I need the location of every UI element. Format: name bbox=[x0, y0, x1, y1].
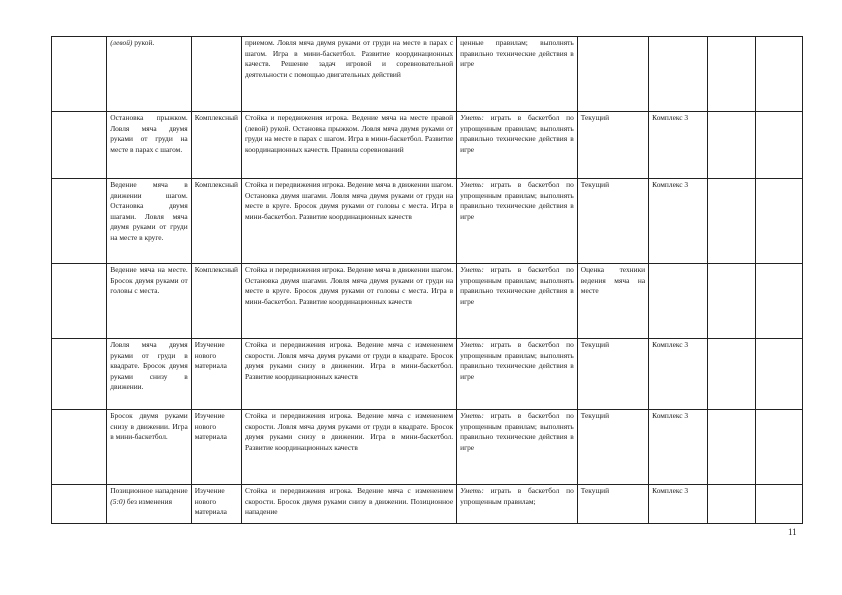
content-text: Стойка и передвижения игрока. Ведение мяча в движении шагом. Остановка двумя шагами. Ловля мяча двумя руками от груди на месте в круге. Бросок двумя руками от головы с места. Игра в мини-баскетбол. Развитие координационных качеств bbox=[244, 265, 454, 306]
requirements-text: играть в баскетбол по упрощенным правилам; выполнять правильно технические действия в игре bbox=[460, 265, 574, 306]
requirements-text: играть в баскетбол по упрощенным правилам; выполнять правильно технические действия в игре bbox=[460, 113, 574, 154]
cell-date-fact bbox=[755, 264, 802, 339]
cell-control bbox=[577, 339, 648, 410]
cell-date-fact bbox=[755, 37, 802, 112]
cell-date-plan bbox=[708, 410, 755, 485]
requirements-label: Уметь: bbox=[460, 113, 484, 122]
cell-date-fact bbox=[755, 410, 802, 485]
cell-control bbox=[577, 410, 648, 485]
cell-content bbox=[241, 112, 456, 179]
cell-number bbox=[52, 264, 107, 339]
topic-text: Остановка прыжком. Ловля мяча двумя руками от груди на месте в парах с шагом. bbox=[110, 113, 188, 154]
cell-topic bbox=[107, 37, 191, 112]
cell-control bbox=[577, 37, 648, 112]
control-text: Оценка техники ведения мяча на месте bbox=[580, 265, 646, 296]
lesson-type-text: Изучение нового материала bbox=[194, 411, 227, 442]
cell-date-fact bbox=[755, 112, 802, 179]
table-row bbox=[52, 112, 803, 179]
cell-content bbox=[241, 339, 456, 410]
topic-text: Бросок двумя руками снизу в движении. Игра в мини-баскетбол. bbox=[110, 411, 188, 442]
cell-requirements bbox=[457, 410, 578, 485]
cell-requirements bbox=[457, 179, 578, 264]
cell-requirements bbox=[457, 339, 578, 410]
homework-text: Комплекс 3 bbox=[652, 113, 689, 122]
cell-number bbox=[52, 112, 107, 179]
cell-topic bbox=[107, 112, 191, 179]
topic-text-end: рукой. bbox=[132, 38, 155, 47]
lesson-plan-table bbox=[51, 36, 803, 524]
cell-number bbox=[52, 339, 107, 410]
table-row bbox=[52, 37, 803, 112]
table-row bbox=[52, 264, 803, 339]
control-text: Текущий bbox=[580, 113, 610, 122]
cell-homework bbox=[649, 37, 708, 112]
cell-control bbox=[577, 485, 648, 524]
cell-requirements bbox=[457, 112, 578, 179]
table-row bbox=[52, 339, 803, 410]
control-text: Текущий bbox=[580, 411, 610, 420]
lesson-plan-body bbox=[52, 37, 803, 524]
control-text: Текущий bbox=[580, 180, 610, 189]
homework-text: Комплекс 3 bbox=[652, 340, 689, 349]
requirements-text: играть в баскетбол по упрощенным правилам; выполнять правильно технические действия в игре bbox=[460, 180, 574, 221]
cell-date-plan bbox=[708, 339, 755, 410]
cell-homework bbox=[649, 339, 708, 410]
cell-control bbox=[577, 264, 648, 339]
cell-homework bbox=[649, 485, 708, 524]
cell-homework bbox=[649, 264, 708, 339]
cell-content bbox=[241, 264, 456, 339]
cell-lesson-type bbox=[191, 485, 241, 524]
cell-date-fact bbox=[755, 339, 802, 410]
cell-lesson-type bbox=[191, 37, 241, 112]
cell-requirements bbox=[457, 264, 578, 339]
cell-topic bbox=[107, 179, 191, 264]
requirements-label: Уметь: bbox=[460, 411, 484, 420]
requirements-label: Уметь: bbox=[460, 486, 484, 495]
cell-content bbox=[241, 179, 456, 264]
cell-topic bbox=[107, 339, 191, 410]
cell-lesson-type bbox=[191, 179, 241, 264]
cell-control bbox=[577, 112, 648, 179]
cell-lesson-type bbox=[191, 112, 241, 179]
content-text: Стойка и передвижения игрока. Ведение мяча с изменением скорости. Ловля мяча двумя руками от груди в квадрате. Бросок двумя руками снизу в движении. Игра в мини-баскетбол. Развитие координационных качеств bbox=[244, 411, 454, 452]
cell-topic bbox=[107, 264, 191, 339]
table-row bbox=[52, 410, 803, 485]
cell-content bbox=[241, 410, 456, 485]
cell-date-plan bbox=[708, 112, 755, 179]
table-row bbox=[52, 179, 803, 264]
control-text: Текущий bbox=[580, 340, 610, 349]
content-text: приемом. Ловля мяча двумя руками от груди на месте в парах с шагом. Игра в мини-баскетбол. Развитие координационных качеств. Решение задач игровой и соревновательной деятельности с помощью двигательных действий bbox=[244, 38, 454, 79]
cell-lesson-type bbox=[191, 264, 241, 339]
homework-text: Комплекс 3 bbox=[652, 411, 689, 420]
content-text: Стойка и передвижения игрока. Ведение мяча с изменением скорости. Бросок двумя руками снизу в движении. Позиционное нападение bbox=[244, 486, 454, 517]
requirements-label: Уметь: bbox=[460, 180, 484, 189]
topic-italic-text: (5:0) bbox=[110, 496, 126, 506]
cell-control bbox=[577, 179, 648, 264]
topic-text-end: без изменения bbox=[125, 496, 172, 506]
topic-text: Ведение мяча на месте. Бросок двумя руками от головы с места. bbox=[110, 265, 188, 296]
cell-lesson-type bbox=[191, 410, 241, 485]
cell-homework bbox=[649, 112, 708, 179]
homework-text: Комплекс 3 bbox=[652, 180, 689, 189]
requirements-text: ценные правилам; выполнять правильно технические действия в игре bbox=[460, 38, 574, 69]
content-text: Стойка и передвижения игрока. Ведение мяча в движении шагом. Остановка двумя шагами. Ловля мяча двумя руками от груди на месте в круге. Бросок двумя руками от головы с места. Игра в мини-баскетбол. Развитие координационных качеств bbox=[244, 180, 454, 221]
page-number: 11 bbox=[788, 527, 797, 537]
cell-date-plan bbox=[708, 179, 755, 264]
requirements-text: играть в баскетбол по упрощенным правилам; bbox=[460, 486, 574, 506]
cell-date-plan bbox=[708, 485, 755, 524]
cell-lesson-type bbox=[191, 339, 241, 410]
cell-homework bbox=[649, 410, 708, 485]
content-text: Стойка и передвижения игрока. Ведение мяча с изменением скорости. Ловля мяча двумя руками от груди в квадрате. Бросок двумя руками снизу в движении. Игра в мини-баскетбол. Развитие координационных качеств bbox=[244, 340, 454, 381]
cell-requirements bbox=[457, 485, 578, 524]
cell-date-plan bbox=[708, 37, 755, 112]
requirements-text: играть в баскетбол по упрощенным правилам; выполнять правильно технические действия в игре bbox=[460, 411, 574, 452]
lesson-type-text: Комплексный bbox=[194, 113, 238, 122]
cell-number bbox=[52, 179, 107, 264]
topic-text: Ловля мяча двумя руками от груди в квадрате. Бросок двумя руками снизу в движении. bbox=[110, 340, 188, 392]
requirements-text: играть в баскетбол по упрощенным правилам; выполнять правильно технические действия в игре bbox=[460, 340, 574, 381]
cell-date-plan bbox=[708, 264, 755, 339]
lesson-type-text: Комплексный bbox=[194, 180, 238, 189]
lesson-type-text: Изучение нового материала bbox=[194, 486, 227, 517]
cell-date-fact bbox=[755, 179, 802, 264]
homework-text: Комплекс 3 bbox=[652, 486, 689, 495]
cell-requirements bbox=[457, 37, 578, 112]
cell-number bbox=[52, 485, 107, 524]
cell-content bbox=[241, 37, 456, 112]
cell-topic bbox=[107, 485, 191, 524]
cell-content bbox=[241, 485, 456, 524]
requirements-label: Уметь: bbox=[460, 265, 484, 274]
content-text: Стойка и передвижения игрока. Ведение мяча на месте правой (левой) рукой. Остановка прыжком. Ловля мяча двумя руками от груди на месте в парах с шагом. Игра в мини-баскетбол. Развитие координационных качеств. Правила соревнований bbox=[244, 113, 454, 154]
topic-italic-text: (левой) bbox=[110, 38, 133, 47]
table-row bbox=[52, 485, 803, 524]
cell-number bbox=[52, 37, 107, 112]
cell-homework bbox=[649, 179, 708, 264]
topic-text: Позиционное нападение bbox=[110, 486, 188, 495]
lesson-plan-sheet bbox=[51, 36, 803, 524]
lesson-type-text: Изучение нового материала bbox=[194, 340, 227, 371]
requirements-label: Уметь: bbox=[460, 340, 484, 349]
cell-number bbox=[52, 410, 107, 485]
cell-date-fact bbox=[755, 485, 802, 524]
topic-text: Ведение мяча в движении шагом. Остановка двумя шагами. Ловля мяча двумя руками от груди на месте в круге. bbox=[110, 180, 188, 242]
control-text: Текущий bbox=[580, 486, 610, 495]
lesson-type-text: Комплексный bbox=[194, 265, 238, 274]
cell-topic bbox=[107, 410, 191, 485]
